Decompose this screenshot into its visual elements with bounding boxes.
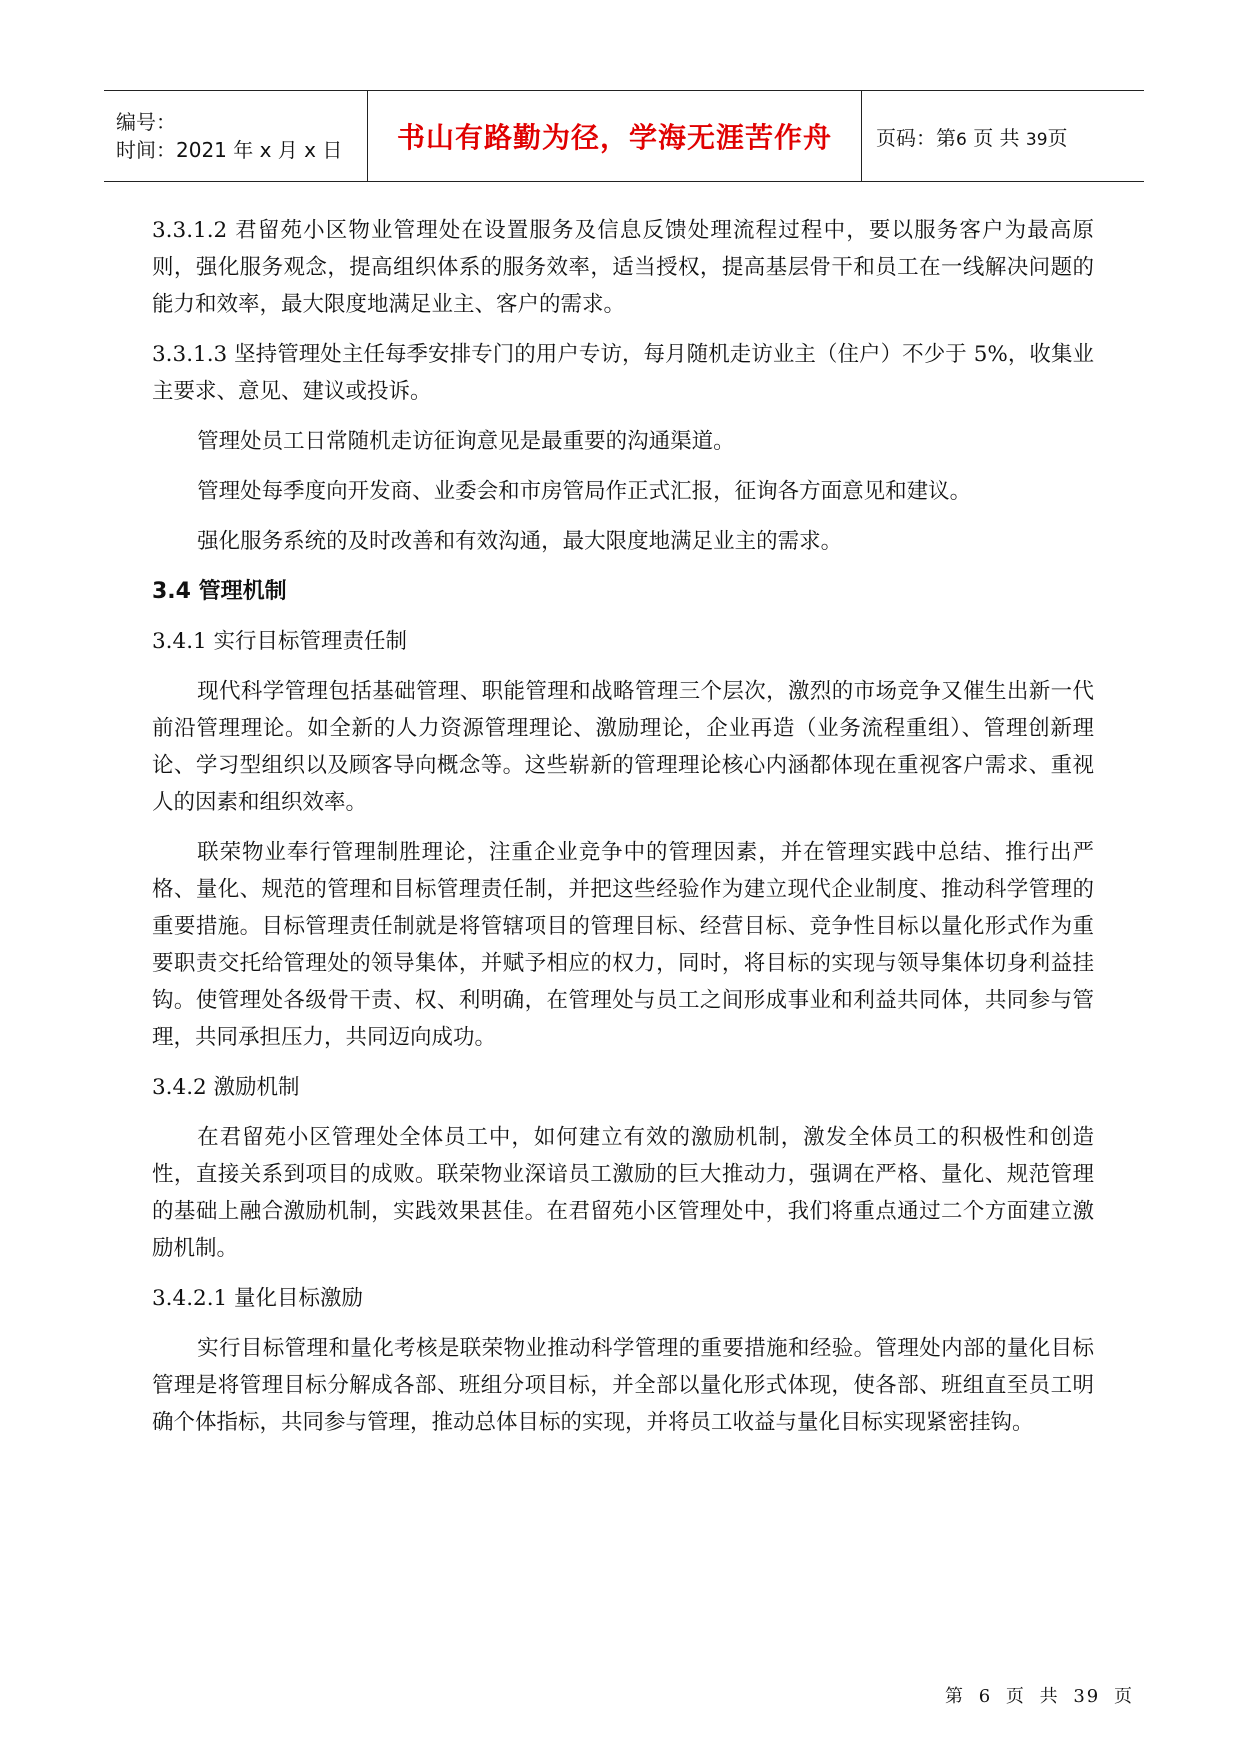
- page-mid: 页 共: [973, 125, 1020, 150]
- paragraph-quarterly-report: 管理处每季度向开发商、业委会和市房管局作正式汇报，征询各方面意见和建议。: [197, 479, 972, 504]
- document-time-label: 时间：2021 年 x 月 x 日: [116, 138, 343, 162]
- header-motto-cell: [368, 91, 862, 181]
- subheading-3-4-2-1: 3.4.2.1 量化目标激励: [152, 1286, 364, 1311]
- paragraph-incentive-mechanism: 在君留苑小区管理处全体员工中，如何建立有效的激励机制，激发全体员工的积极性和创造性，直接关系到项目的成败。联荣物业深谙员工激励的巨大推动力，强调在严格、量化、规范管理的基础上融合激励机制，实践效果甚佳。在君留苑小区管理处中，我们将重点通过二个方面建立激励机制。: [152, 1125, 1094, 1261]
- paragraph-service-improvement: 强化服务系统的及时改善和有效沟通，最大限度地满足业主的需求。: [197, 529, 843, 554]
- section-heading-3-4: 3.4 管理机制: [152, 579, 287, 604]
- document-body: [152, 212, 1094, 1454]
- paragraph-lianrong-management: 联荣物业奉行管理制胜理论，注重企业竞争中的管理因素，并在管理实践中总结、推行出严格、量化、规范的管理和目标管理责任制，并把这些经验作为建立现代企业制度、推动科学管理的重要措施。目标管理责任制就是将管辖项目的管理目标、经营目标、竞争性目标以量化形式作为重要职责交托给管理处的领导集体，并赋予相应的权力，同时，将目标的实现与领导集体切身利益挂钩。使管理处各级骨干责、权、利明确，在管理处与员工之间形成事业和利益共同体，共同参与管理，共同承担压力，共同迈向成功。: [152, 840, 1094, 1050]
- header-meta: [104, 91, 368, 181]
- header-page-label: [876, 122, 1144, 151]
- page-footer: 第 6 页 共 39 页: [945, 1686, 1134, 1707]
- page-total: 39: [1025, 129, 1048, 150]
- paragraph-quantified-targets: 实行目标管理和量化考核是联荣物业推动科学管理的重要措施和经验。管理处内部的量化目标管理是将管理目标分解成各部、班组分项目标，并全部以量化形式体现，使各部、班组直至员工明确个体指标，共同参与管理，推动总体目标的实现，并将员工收益与量化目标实现紧密挂钩。: [152, 1336, 1094, 1435]
- page-prefix: 页码：第: [876, 125, 956, 150]
- paragraph-3-3-1-2: 3.3.1.2 君留苑小区物业管理处在设置服务及信息反馈处理流程过程中，要以服务客户为最高原则，强化服务观念，提高组织体系的服务效率，适当授权，提高基层骨干和员工在一线解决问题的能力和效率，最大限度地满足业主、客户的需求。: [152, 218, 1094, 317]
- paragraph-daily-visits: 管理处员工日常随机走访征询意见是最重要的沟通渠道。: [197, 429, 735, 454]
- header-page-info: [862, 91, 1144, 181]
- document-number-label: 编号：: [116, 110, 176, 134]
- paragraph-3-3-1-3: 3.3.1.3 坚持管理处主任每季安排专门的用户专访，每月随机走访业主（住户）不少于 5%，收集业主要求、意见、建议或投诉。: [152, 342, 1094, 404]
- paragraph-modern-management: 现代科学管理包括基础管理、职能管理和战略管理三个层次，激烈的市场竞争又催生出新一代前沿管理理论。如全新的人力资源管理理论、激励理论，企业再造（业务流程重组）、管理创新理论、学习型组织以及顾客导向概念等。这些崭新的管理理论核心内涵都体现在重视客户需求、重视人的因素和组织效率。: [152, 679, 1094, 815]
- subheading-3-4-2: 3.4.2 激励机制: [152, 1075, 300, 1100]
- page-header: [104, 90, 1144, 182]
- page-suffix: 页: [1047, 125, 1068, 150]
- page-current: 6: [956, 129, 967, 150]
- subheading-3-4-1: 3.4.1 实行目标管理责任制: [152, 629, 408, 654]
- header-motto: 书山有路勤为径，学海无涯苦作舟: [396, 121, 832, 154]
